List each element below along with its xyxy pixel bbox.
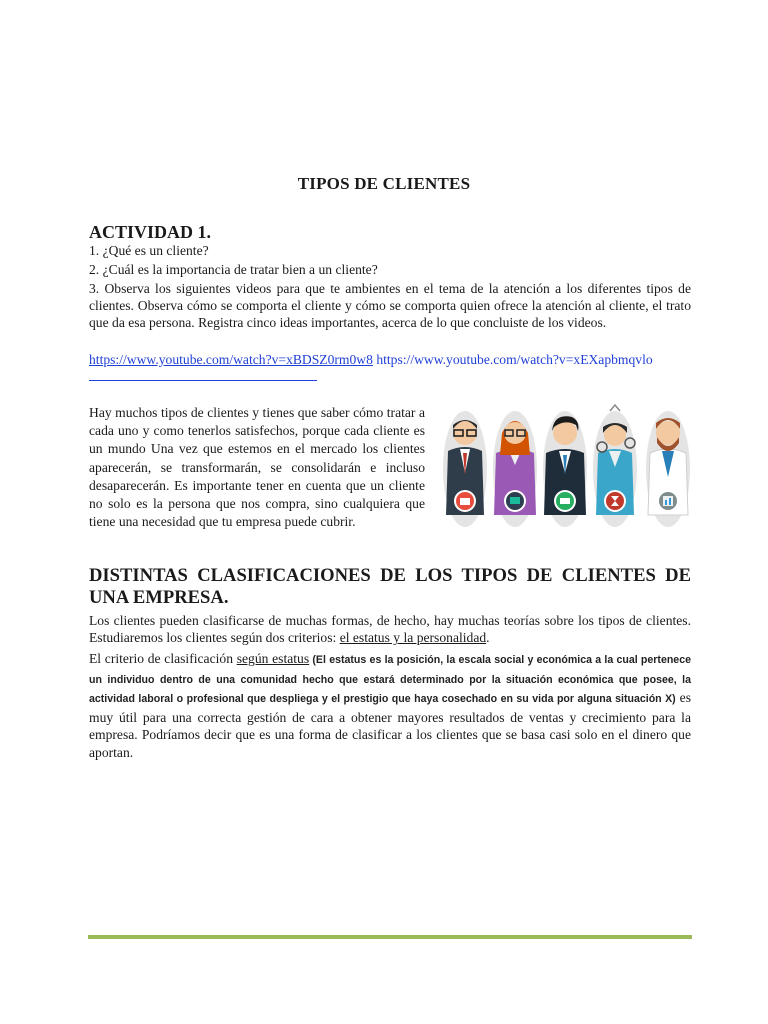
- video-link-2[interactable]: https://www.youtube.com/watch?v=xEXapbmqvlo: [376, 352, 653, 367]
- classification-paragraph: Los clientes pueden clasificarse de muchas formas, de hecho, hay muchas teorías sobre los tipos de clientes. Estudiaremos los clientes según dos criterios: el estatus y la personalidad.: [89, 613, 691, 646]
- status-criterion-paragraph: El criterio de clasificación según estatus (El estatus es la posición, la escala social y económica a la cual pertenece un individuo dentro de una comunidad hecho que estará determinado por la situación económica que posee, la actividad laboral o profesional que despliega y el prestigio que haya cosechado en su vida por alguna situación X) es muy útil para una correcta gestión de cara a obtener mayores resultados de ventas y crecimiento para la empresa. Podríamos decir que es una forma de clasificar a los clientes que se basa casi solo en el dinero que aportan.: [89, 651, 691, 760]
- question-3: 3. Observa los siguientes videos para que te ambientes en el tema de la atención a los diferentes tipos de clientes. Observa cómo se comporta el cliente y cómo se comporta quien ofrece la atención al cliente, el trato que da esa persona. Registra cinco ideas importantes, acerca de lo que concluiste de los videos.: [89, 281, 691, 331]
- customer-figure-1: [443, 411, 487, 527]
- status-underlined: según estatus: [236, 651, 310, 666]
- activity-heading: ACTIVIDAD 1.: [89, 222, 212, 242]
- customer-figure-4: [593, 405, 637, 527]
- customer-figure-2: [493, 411, 537, 527]
- intro-paragraph: Hay muchos tipos de clientes y tienes que saber cómo tratar a cada uno y como tenerlos satisfechos, porque cada cliente es un mundo Una vez que estemos en el mercado los clientes aparecerán, se transformarán, se consolidarán e incluso desaparecerán. Es importante tener en cuenta que un cliente no solo es la persona que nos compra, sino cualquiera que tiene una necesidad que tu empresa puede cubrir.: [89, 405, 425, 530]
- status-definition-note: (El estatus es la posición, la escala social y económica a la cual pertenece un individuo dentro de una comunidad hecho que estará determinado por la situación económica que posee, la actividad laboral o profesional que despliega y el prestigio que haya cosechado en su vida por alguna situación X): [89, 654, 691, 706]
- criteria-underlined: el estatus y la personalidad: [339, 630, 487, 646]
- link-underline: [89, 368, 317, 381]
- footer-divider: [88, 935, 692, 939]
- customer-figure-5: [646, 411, 690, 527]
- customer-figure-3: [543, 411, 587, 527]
- document-title: TIPOS DE CLIENTES: [297, 174, 471, 193]
- video-links: [89, 351, 689, 385]
- video-link-1[interactable]: https://www.youtube.com/watch?v=xBDSZ0rm0w8: [89, 352, 373, 367]
- question-1: 1. ¿Qué es un cliente?: [89, 243, 209, 258]
- question-2: 2. ¿Cuál es la importancia de tratar bien a un cliente?: [89, 262, 378, 277]
- section-heading: DISTINTAS CLASIFICACIONES DE LOS TIPOS DE CLIENTES DE UNA EMPRESA.: [89, 565, 691, 608]
- customer-types-illustration: [432, 403, 700, 529]
